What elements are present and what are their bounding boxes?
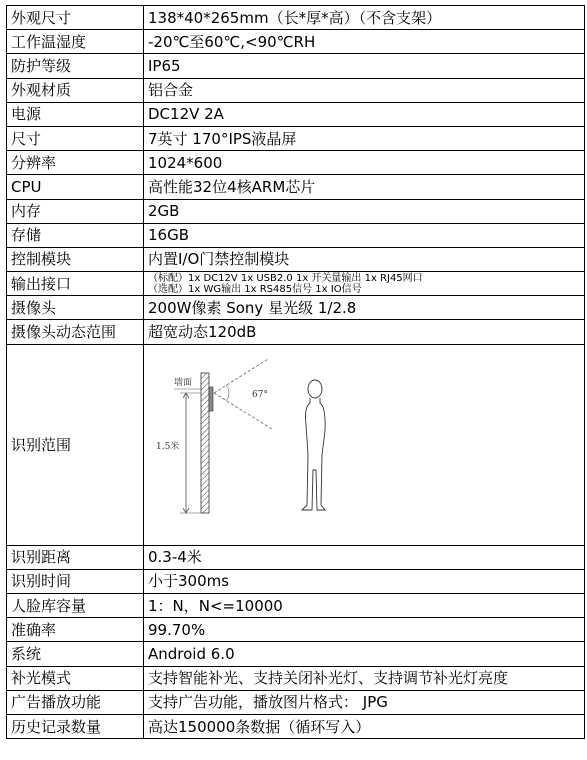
table-row	[7, 175, 585, 199]
row-value: DC12V 2A	[144, 102, 585, 126]
row-label: 广告播放功能	[7, 690, 144, 714]
table-row	[7, 296, 585, 320]
row-label: 历史记录数量	[7, 714, 144, 738]
row-label: 存储	[7, 223, 144, 247]
table-row	[7, 199, 585, 223]
row-value: 2GB	[144, 199, 585, 223]
row-label: 工作温湿度	[7, 30, 144, 54]
table-row	[7, 54, 585, 78]
wall-label: 墙面	[174, 377, 193, 388]
wall-shape	[201, 373, 209, 513]
row-label: 补光模式	[7, 666, 144, 690]
row-value: 1：N，N<=10000	[144, 594, 585, 618]
spec-table	[6, 5, 585, 739]
row-value: 200W像素 Sony 星光级 1/2.8	[144, 296, 585, 320]
view-cone-upper	[214, 359, 268, 393]
row-value: -20℃至60℃,<90℃RH	[144, 30, 585, 54]
row-value: 小于300ms	[144, 569, 585, 593]
output-optional-line: （选配）1x WG输出 1x RS485信号 1x IO信号	[148, 283, 362, 295]
row-value: 7英寸 170°IPS液晶屏	[144, 126, 585, 150]
table-row	[7, 545, 585, 569]
height-label: 1.5米	[156, 441, 180, 452]
row-value: 高达150000条数据（循环写入）	[144, 714, 585, 738]
row-value: 超宽动态120dB	[144, 320, 585, 344]
row-value: 1024*600	[144, 151, 585, 175]
row-label: 系统	[7, 642, 144, 666]
row-value: 16GB	[144, 223, 585, 247]
row-label: 控制模块	[7, 247, 144, 271]
row-value: 支持广告功能，播放图片格式： JPG	[144, 690, 585, 714]
table-row	[7, 666, 585, 690]
table-row	[7, 151, 585, 175]
device-shape	[209, 387, 213, 411]
row-value: 支持智能补光、支持关闭补光灯、支持调节补光灯亮度	[144, 666, 585, 690]
row-value: 内置I/O门禁控制模块	[144, 247, 585, 271]
row-label: 电源	[7, 102, 144, 126]
row-label: 准确率	[7, 618, 144, 642]
recognition-range-diagram-cell	[144, 344, 585, 545]
row-label: 摄像头	[7, 296, 144, 320]
table-row	[7, 102, 585, 126]
table-row	[7, 6, 585, 30]
row-value: IP65	[144, 54, 585, 78]
recognition-range-diagram	[144, 345, 584, 541]
row-value: 铝合金	[144, 78, 585, 102]
row-label: 外观材质	[7, 78, 144, 102]
table-row	[7, 30, 585, 54]
row-label: 分辨率	[7, 151, 144, 175]
table-row	[7, 272, 585, 296]
table-row	[7, 344, 585, 545]
view-angle-label: 67°	[252, 389, 268, 400]
view-angle-arc	[226, 385, 229, 401]
table-row	[7, 642, 585, 666]
row-value	[144, 272, 585, 296]
table-row	[7, 714, 585, 738]
row-label: 内存	[7, 199, 144, 223]
table-row	[7, 320, 585, 344]
person-silhouette	[302, 380, 325, 510]
row-label: 输出接口	[7, 272, 144, 296]
table-row	[7, 690, 585, 714]
table-row	[7, 594, 585, 618]
row-label: 人脸库容量	[7, 594, 144, 618]
row-value: Android 6.0	[144, 642, 585, 666]
row-label: 识别时间	[7, 569, 144, 593]
table-row	[7, 247, 585, 271]
table-row	[7, 78, 585, 102]
row-value: 高性能32位4核ARM芯片	[144, 175, 585, 199]
table-row	[7, 126, 585, 150]
output-standard-line: （标配）1x DC12V 1x USB2.0 1x 开关量输出 1x RJ45网口	[148, 272, 423, 284]
table-row	[7, 618, 585, 642]
row-value: 0.3-4米	[144, 545, 585, 569]
row-label: 摄像头动态范围	[7, 320, 144, 344]
row-value: 138*40*265mm（长*厚*高）（不含支架）	[144, 6, 585, 30]
row-label: 识别范围	[7, 344, 144, 545]
table-row	[7, 569, 585, 593]
row-label: CPU	[7, 175, 144, 199]
row-label: 外观尺寸	[7, 6, 144, 30]
table-row	[7, 223, 585, 247]
row-label: 识别距离	[7, 545, 144, 569]
row-label: 尺寸	[7, 126, 144, 150]
row-label: 防护等级	[7, 54, 144, 78]
row-value: 99.70%	[144, 618, 585, 642]
